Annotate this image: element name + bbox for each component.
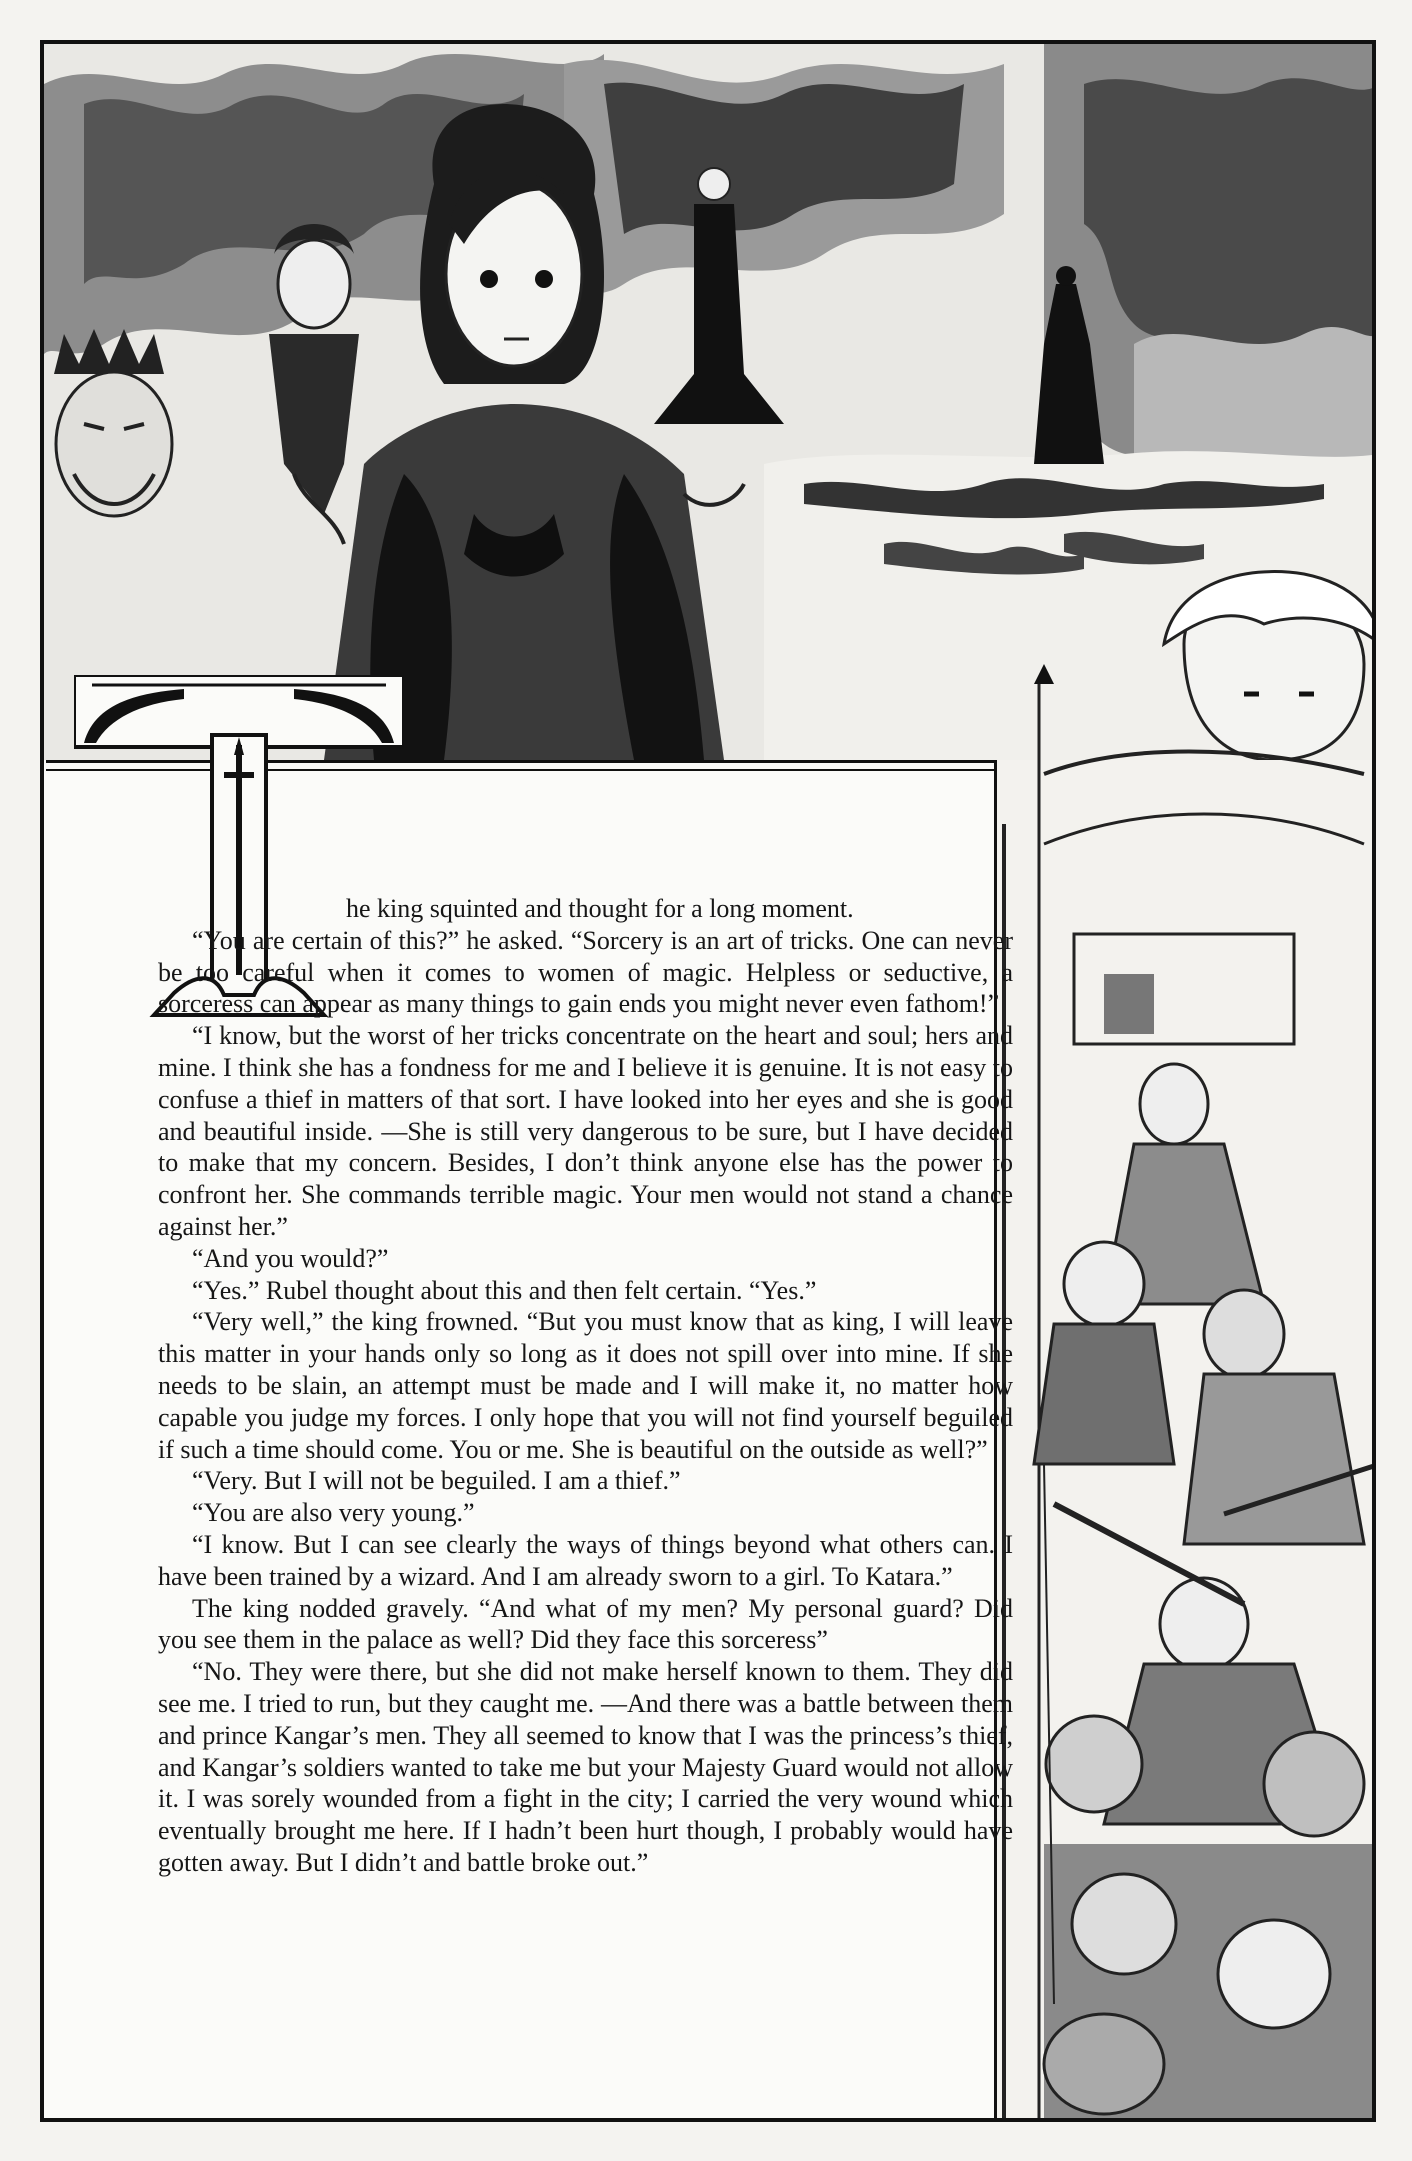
page-frame [40, 40, 1376, 2122]
story-body [158, 893, 1013, 1879]
paragraph: “I know, but the worst of her tricks concentrate on the heart and soul; hers and mine. I think she has a fondness for me and I believe it is genuine. It is not easy to confuse a thief in matters of that sort. I have looked into her eyes and she is good and beautiful inside. —She is still very dangerous to be sure, but I have decided to make that my concern. Besides, I don’t think anyone else has the power to confront her. She commands terrible magic. Your men would not stand a chance against her.” [158, 1021, 1013, 1241]
paragraph: “You are certain of this?” he asked. “Sorcery is an art of tricks. One can never be too careful when it comes to women of magic. Helpless or seductive, a sorceress can appear as many things to gain ends you might never even fathom!” [158, 925, 1013, 1019]
paragraph: The king nodded gravely. “And what of my men? My personal guard? Did you see them in the palace as well? Did they face this sorceress” [158, 1593, 1013, 1655]
paragraph: “Very well,” the king frowned. “But you must know that as king, I will leave this matter in your hands only so long as it does not spill over into mine. If she needs to be slain, an attempt must be made and I will make it, no matter how capable you judge my forces. I only hope that you will not find yourself beguiled if such a time should come. You or me. She is beautiful on the outside as well?” [158, 1307, 1013, 1464]
paragraph: “No. They were there, but she did not make herself known to them. They did see me. I tried to run, but they caught me. —And there was a battle between them and prince Kangar’s men. They all seemed to know that I was the princess’s thief, and Kangar’s soldiers wanted to take me but your Majesty Guard would not allow it. I was sorely wounded from a fight in the city; I carried the very wound which eventually brought me here. If I hadn’t been hurt though, I probably would have gotten away. But I didn’t and battle broke out.” [158, 1657, 1013, 1877]
paragraph: “Yes.” Rubel thought about this and then felt certain. “Yes.” [192, 1275, 817, 1305]
paragraph: “You are also very young.” [192, 1498, 475, 1528]
paragraph: “And you would?” [192, 1243, 389, 1273]
paragraph: he king squinted and thought for a long moment. [346, 894, 854, 923]
story-text-panel [46, 760, 1013, 2122]
paragraph: “I know. But I can see clearly the ways of things beyond what others can. I have been trained by a wizard. And I am already sworn to a girl. To Katara.” [158, 1529, 1013, 1591]
paragraph: “Very. But I will not be beguiled. I am a thief.” [192, 1466, 681, 1496]
